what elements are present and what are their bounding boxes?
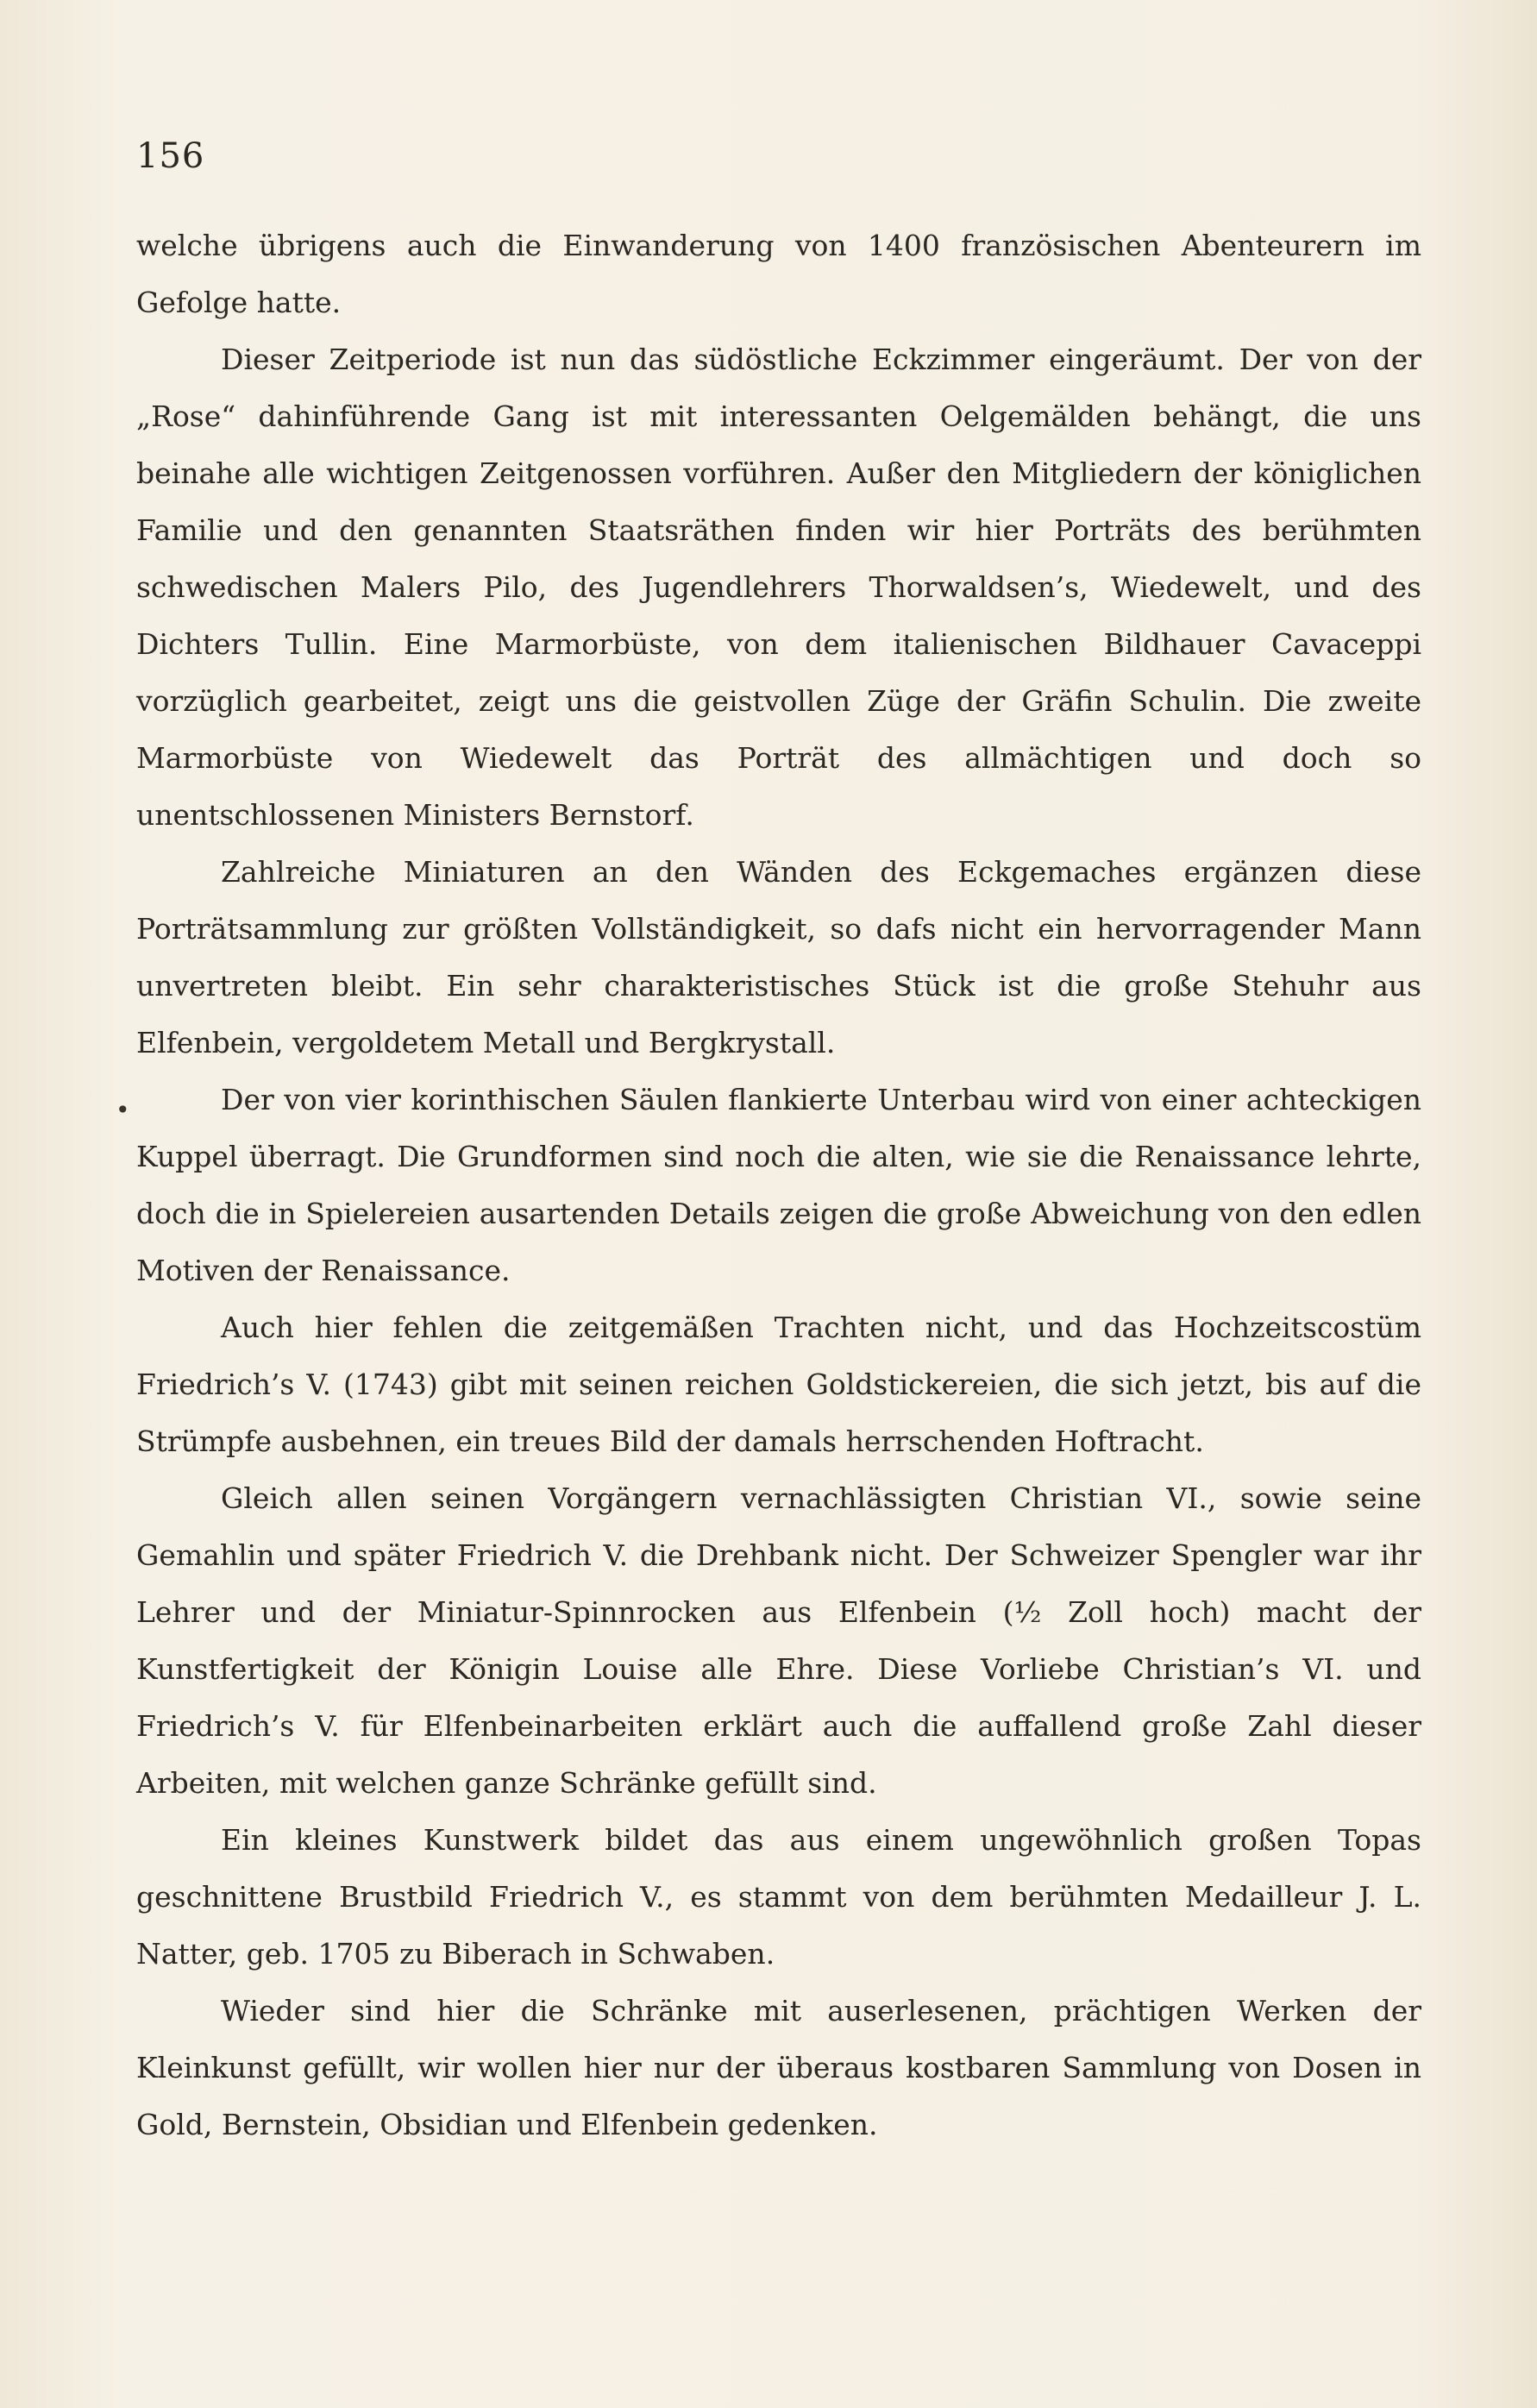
- paragraph-5: Auch hier fehlen die zeitgemäßen Trachten nicht, und das Hochzeitscostüm Friedrich’s V. (1743) gibt mit seinen reichen Goldstickereien, die sich jetzt, bis auf die Strümpfe ausbehnen, ein treues Bild der damals herrschenden Hoftracht.: [136, 1311, 1421, 1458]
- paragraph-4: Der von vier korinthischen Säulen flankierte Unterbau wird von einer achteckigen Kuppel überragt. Die Grundformen sind noch die alten, wie sie die Renaissance lehrte, doch die in Spielereien ausartenden Details zeigen die große Abweichung von den edlen Motiven der Renaissance.: [136, 1083, 1421, 1287]
- paragraph-2: Dieser Zeitperiode ist nun das südöstliche Eckzimmer eingeräumt. Der von der „Rose“ dahinführende Gang ist mit interessanten Oelgemälden behängt, die uns beinahe alle wichtigen Zeitgenossen vorführen. Außer den Mitgliedern der königlichen Familie und den genannten Staatsräthen finden wir hier Porträts des berühmten schwedischen Malers Pilo, des Jugendlehrers Thorwaldsen’s, Wiedewelt, und des Dichters Tullin. Eine Marmorbüste, von dem italienischen Bildhauer Cavaceppi vorzüglich gearbeitet, zeigt uns die geistvollen Züge der Gräfin Schulin. Die zweite Marmorbüste von Wiedewelt das Porträt des allmächtigen und doch so unentschlossenen Ministers Bernstorf.: [136, 343, 1421, 832]
- paragraph-6: Gleich allen seinen Vorgängern vernachlässigten Christian VI., sowie seine Gemahlin und später Friedrich V. die Drehbank nicht. Der Schweizer Spengler war ihr Lehrer und der Miniatur-Spinnrocken aus Elfenbein (½ Zoll hoch) macht der Kunstfertigkeit der Königin Louise alle Ehre. Diese Vorliebe Christian’s VI. und Friedrich’s V. für Elfenbeinarbeiten erklärt auch die auffallend große Zahl dieser Arbeiten, mit welchen ganze Schränke gefüllt sind.: [136, 1481, 1421, 1800]
- paragraph-8: Wieder sind hier die Schränke mit auserlesenen, prächtigen Werken der Kleinkunst gefüllt, wir wollen hier nur der überaus kostbaren Sammlung von Dosen in Gold, Bernstein, Obsidian und Elfenbein gedenken.: [136, 1994, 1421, 2141]
- paragraph-7: Ein kleines Kunstwerk bildet das aus einem ungewöhnlich großen Topas geschnittene Brustbild Friedrich V., es stammt von dem berühmten Medailleur J. L. Natter, geb. 1705 zu Biberach in Schwaben.: [136, 1823, 1421, 1971]
- paragraph-1: welche übrigens auch die Einwanderung von 1400 französischen Abenteurern im Gefolge hatte.: [136, 229, 1421, 319]
- page-number: 156: [136, 136, 205, 176]
- margin-mark-icon: •: [116, 1096, 130, 1124]
- body-text: [136, 217, 1421, 2153]
- paragraph-3: Zahlreiche Miniaturen an den Wänden des Eckgemaches ergänzen diese Porträtsammlung zur größten Vollständigkeit, so dafs nicht ein hervorragender Mann unvertreten bleibt. Ein sehr charakteristisches Stück ist die große Stehuhr aus Elfenbein, vergoldetem Metall und Bergkrystall.: [136, 855, 1421, 1059]
